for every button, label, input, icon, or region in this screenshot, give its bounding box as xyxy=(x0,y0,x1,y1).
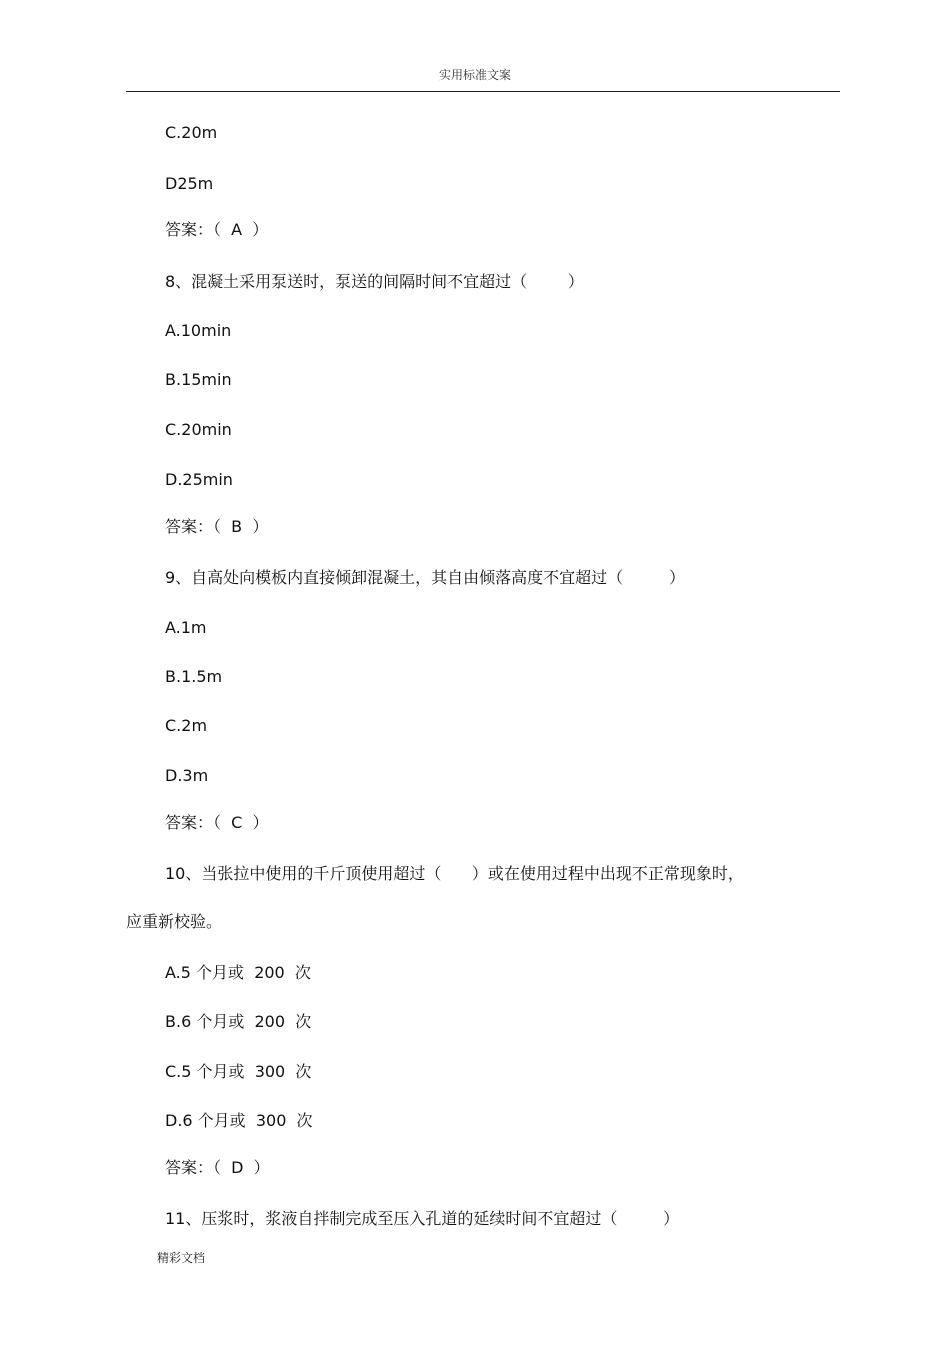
question-10-line2: 应重新校验。 xyxy=(126,912,223,931)
option-d-q10: D.6 个月或 300 次 xyxy=(165,1111,313,1130)
header-rule xyxy=(126,91,840,92)
answer-q7: 答案：（ A ） xyxy=(165,220,269,239)
answer-q8: 答案：（ B ） xyxy=(165,517,269,536)
question-10-line1: 10、当张拉中使用的千斤顶使用超过（ ）或在使用过程中出现不正常现象时， xyxy=(165,864,744,883)
option-d-q7: D25m xyxy=(165,174,214,193)
option-c-q10: C.5 个月或 300 次 xyxy=(165,1062,312,1081)
page-header: 实用标准文案 xyxy=(438,68,511,82)
option-b-q9: B.1.5m xyxy=(165,667,223,686)
option-b-q10: B.6 个月或 200 次 xyxy=(165,1012,312,1031)
question-11: 11、压浆时，浆液自拌制完成至压入孔道的延续时间不宜超过（ ） xyxy=(165,1209,680,1228)
option-a-q10: A.5 个月或 200 次 xyxy=(165,963,311,982)
option-a-q9: A.1m xyxy=(165,618,207,637)
option-a-q8: A.10min xyxy=(165,321,232,340)
question-8: 8、混凝土采用泵送时，泵送的间隔时间不宜超过（ ） xyxy=(165,272,584,291)
answer-q10: 答案：（ D ） xyxy=(165,1158,270,1177)
option-c-q9: C.2m xyxy=(165,716,208,735)
question-9: 9、自高处向模板内直接倾卸混凝土，其自由倾落高度不宜超过（ ） xyxy=(165,568,685,587)
answer-q9: 答案：（ C ） xyxy=(165,813,269,832)
option-c-q8: C.20min xyxy=(165,420,232,439)
option-d-q8: D.25min xyxy=(165,470,233,489)
option-b-q8: B.15min xyxy=(165,370,232,389)
option-c-q7: C.20m xyxy=(165,123,218,142)
page-footer: 精彩文档 xyxy=(157,1251,206,1265)
option-d-q9: D.3m xyxy=(165,766,209,785)
